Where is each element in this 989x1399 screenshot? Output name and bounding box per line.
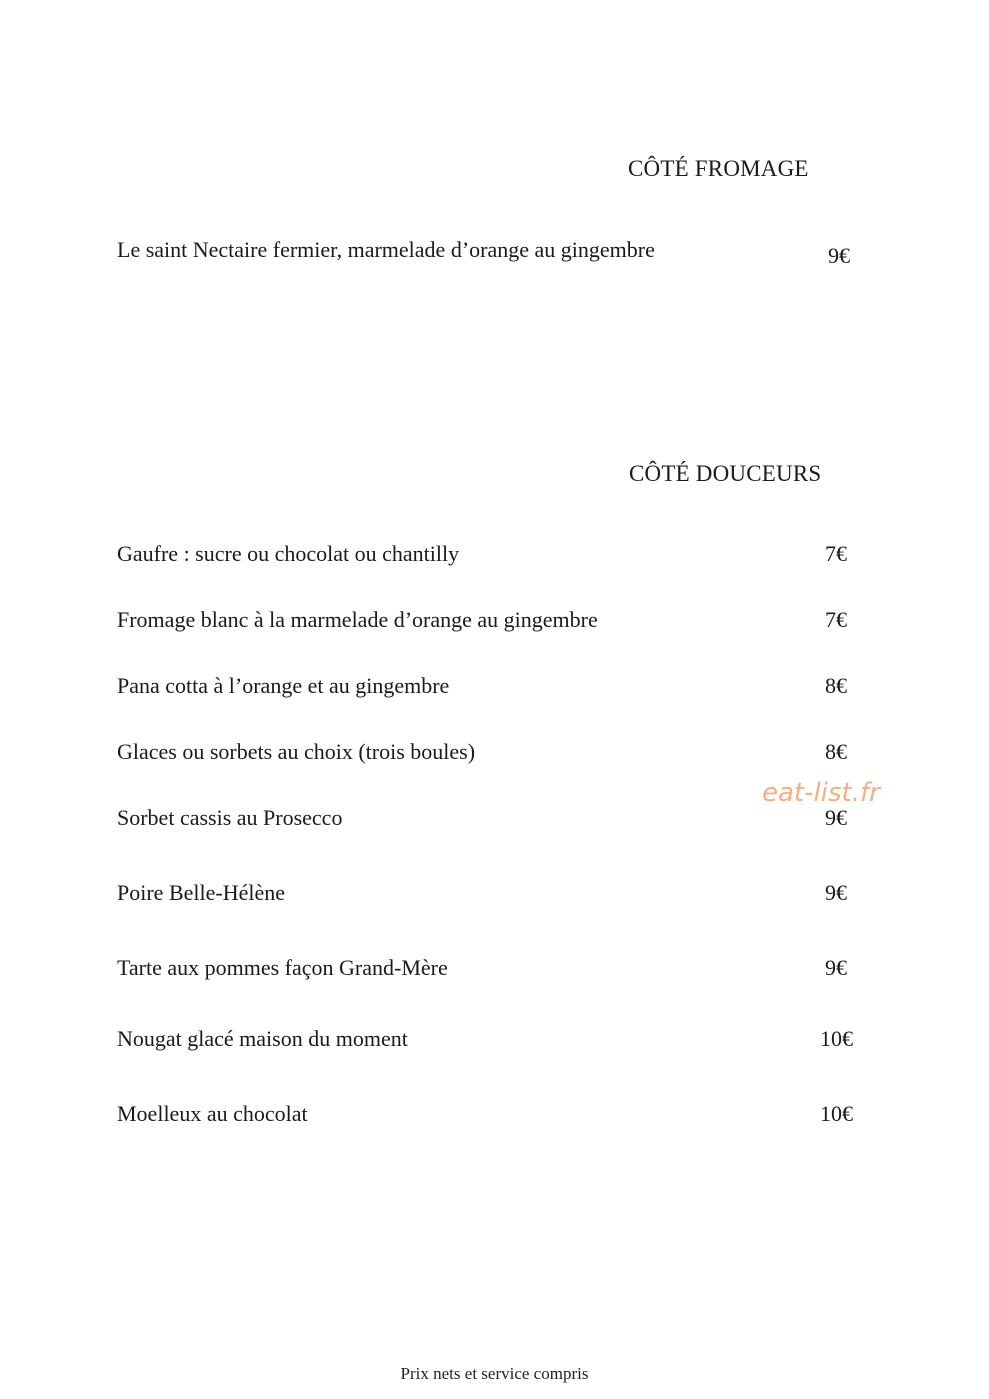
menu-item [117, 880, 862, 910]
section-heading-douceurs: CÔTÉ DOUCEURS [629, 461, 822, 486]
section-heading-fromage: CÔTÉ FROMAGE [628, 156, 809, 181]
item-name: Glaces ou sorbets au choix (trois boules) [117, 739, 476, 764]
watermark: eat-list.fr [762, 778, 880, 808]
item-price: 10€ [820, 1101, 853, 1126]
item-price: 8€ [825, 673, 847, 698]
item-name: Sorbet cassis au Prosecco [117, 805, 343, 830]
item-price: 7€ [825, 607, 847, 632]
menu-item [117, 805, 862, 835]
item-name: Nougat glacé maison du moment [117, 1026, 408, 1051]
item-name: Fromage blanc à la marmelade d’orange au gingembre [117, 607, 598, 632]
item-name: Pana cotta à l’orange et au gingembre [117, 673, 450, 698]
menu-item [117, 955, 862, 985]
item-price: 9€ [825, 805, 847, 830]
menu-item [117, 237, 862, 267]
item-price: 9€ [828, 243, 850, 268]
menu-item [117, 607, 862, 637]
menu-item [117, 673, 862, 703]
item-price: 8€ [825, 739, 847, 764]
item-name: Poire Belle-Hélène [117, 880, 285, 905]
item-price: 10€ [820, 1026, 853, 1051]
menu-item [117, 541, 862, 571]
item-name: Tarte aux pommes façon Grand-Mère [117, 955, 448, 980]
menu-item [117, 1101, 862, 1131]
item-price: 9€ [825, 880, 847, 905]
item-name: Gaufre : sucre ou chocolat ou chantilly [117, 541, 460, 566]
item-price: 7€ [825, 541, 847, 566]
item-price: 9€ [825, 955, 847, 980]
footer-note: Prix nets et service compris [400, 1364, 589, 1383]
menu-item [117, 739, 862, 769]
item-name: Moelleux au chocolat [117, 1101, 308, 1126]
menu-item [117, 1026, 862, 1056]
item-name: Le saint Nectaire fermier, marmelade d’orange au gingembre [117, 237, 655, 262]
